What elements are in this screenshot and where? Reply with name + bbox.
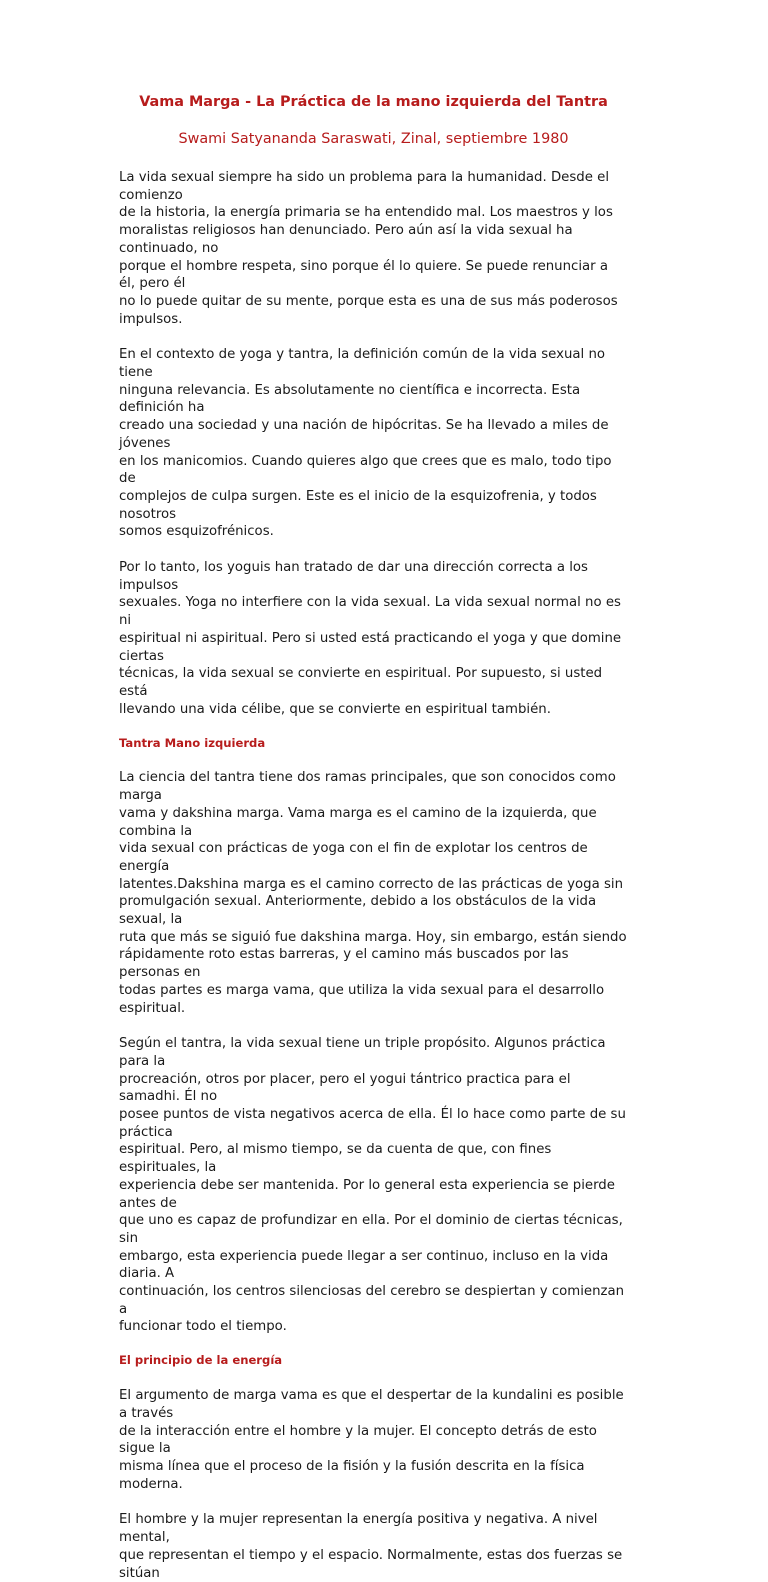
section-heading-principio-energia: El principio de la energía — [119, 1353, 283, 1368]
document-author-line: Swami Satyananda Saraswati, Zinal, septiembre 1980 — [178, 131, 569, 147]
paragraph-4: La ciencia del tantra tiene dos ramas principales, que son conocidos como marga vama y dakshina marga. Vama marga es el camino de la izquierda, que combina la vida sexual con prácticas de yoga con el fin de explotar los centros de energía latentes.Dakshina marga es el camino correcto de las prácticas de yoga sin promulgación sexual. Anteriormente, debido a los obstáculos de la vida sexual, la ruta que más se siguió fue dakshina marga. Hoy, sin embargo, están siendo rápidamente roto estas barreras, y el camino más buscados por las personas en todas partes es marga vama, que utiliza la vida sexual para el desarrollo espiritual. — [119, 770, 627, 1016]
paragraph-2: En el contexto de yoga y tantra, la definición común de la vida sexual no tiene ninguna relevancia. Es absolutamente no científica e incorrecta. Esta definición ha creado una sociedad y una nación de hipócritas. Se ha llevado a miles de jóvenes en los manicomios. Cuando quieres algo que crees que es malo, todo tipo de complejos de culpa surgen. Este es el inicio de la esquizofrenia, y todos nosotros somos esquizofrénicos. — [119, 347, 612, 540]
paragraph-5: Según el tantra, la vida sexual tiene un triple propósito. Algunos práctica para la procreación, otros por placer, pero el yogui tántrico practica para el samadhi. Él no posee puntos de vista negativos acerca de ella. Él lo hace como parte de su práctica espiritual. Pero, al mismo tiempo, se da cuenta de que, con fines espirituales, la experiencia debe ser mantenida. Por lo general esta experiencia se pierde antes de que uno es capaz de profundizar en ella. Por el dominio de ciertas técnicas, sin embargo, esta experiencia puede llegar a ser continuo, incluso en la vida diaria. A continuación, los centros silenciosas del cerebro se despiertan y comienzan a funcionar todo el tiempo. — [119, 1036, 626, 1335]
paragraph-7: El hombre y la mujer representan la energía positiva y negativa. A nivel mental, que representan el tiempo y el espacio. Normalmente, estas dos fuerzas se sitúan — [119, 1512, 623, 1581]
section-heading-tantra-mano-izquierda: Tantra Mano izquierda — [119, 736, 266, 751]
document-title: Vama Marga - La Práctica de la mano izquierda del Tantra — [139, 94, 608, 110]
paragraph-3: Por lo tanto, los yoguis han tratado de dar una dirección correcta a los impulsos sexuales. Yoga no interfiere con la vida sexual. La vida sexual normal no es ni espiritual ni aspiritual. Pero si usted está practicando el yoga y que domine ciertas técnicas, la vida sexual se convierte en espiritual. Por supuesto, si usted está llevando una vida célibe, que se convierte en espiritual también. — [119, 560, 622, 717]
paragraph-1: La vida sexual siempre ha sido un problema para la humanidad. Desde el comienzo de la historia, la energía primaria se ha entendido mal. Los maestros y los moralistas religiosos han denunciado. Pero aún así la vida sexual ha continuado, no porque el hombre respeta, sino porque él lo quiere. Se puede renunciar a él, pero él no lo puede quitar de su mente, porque esta es una de sus más poderosos impulsos. — [119, 170, 618, 327]
paragraph-6: El argumento de marga vama es que el despertar de la kundalini es posible a través de la interacción entre el hombre y la mujer. El concepto detrás de esto sigue la misma línea que el proceso de la fisión y la fusión descrita en la física moderna. — [119, 1388, 624, 1492]
